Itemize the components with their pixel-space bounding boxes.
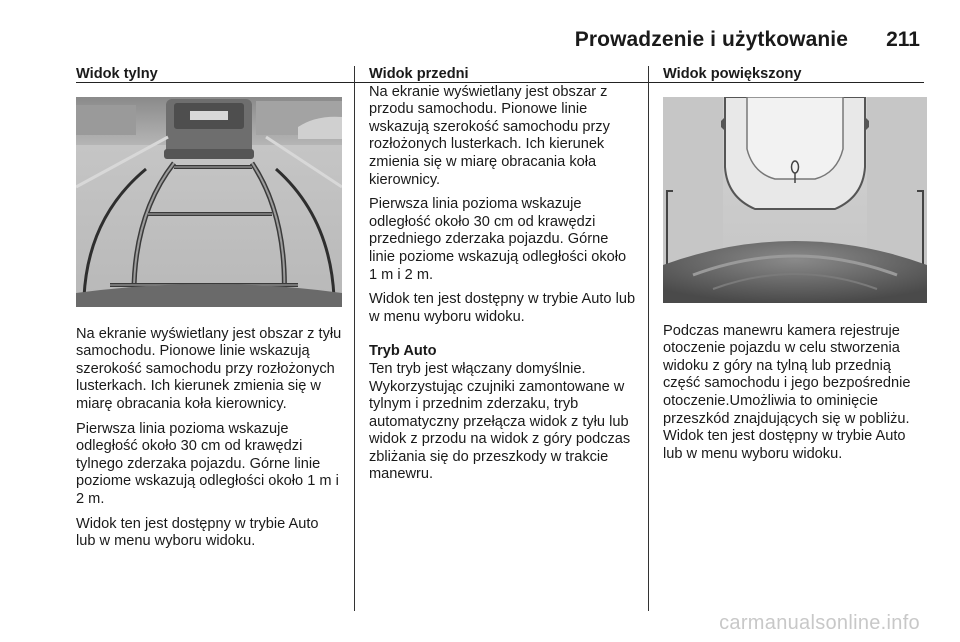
page-number: 211: [886, 28, 920, 51]
auto-mode-heading: Tryb Auto: [369, 343, 437, 360]
rear-view-paragraph-2: Pierwsza linia pozioma wskazuje odległość około 30 cm od krawędzi tylnego zderzaka pojazdu. Górne linie poziome wskazują odległości około 1 m i 2 m.: [76, 420, 339, 507]
column-front-view: [369, 66, 637, 491]
top-down-zoom-view-image: [663, 97, 927, 303]
zoom-view-paragraph-1: Podczas manewru kamera rejestruje otoczenie pojazdu w celu stworzenia widoku z góry na tylną lub przednią część samochodu i jego bezpośrednie otoczenie.Umożliwia to ominięcie przeszkód znajdujących się w pobliżu. Widok ten jest dostępny w trybie Auto lub w menu wyboru widoku.: [663, 322, 911, 462]
column-rear-view: [76, 66, 342, 558]
front-view-paragraph-1: Na ekranie wyświetlany jest obszar z przodu samochodu. Pionowe linie wskazują szerokość samochodu przy rozłożonych lusterkach. Ich kierunek zmienia się w miarę obracania koła kierownicy.: [369, 83, 610, 188]
page-title: Prowadzenie i użytkowanie: [574, 28, 848, 51]
rear-view-heading: Widok tylny: [76, 66, 158, 82]
zoom-view-heading: Widok powiększony: [663, 66, 802, 82]
watermark: carmanualsonline.info: [719, 612, 920, 634]
column-zoom-view: [663, 66, 927, 470]
column-divider-1: [354, 66, 355, 611]
front-view-paragraph-3: Widok ten jest dostępny w trybie Auto lub w menu wyboru widoku.: [369, 291, 636, 325]
front-view-heading: Widok przedni: [369, 66, 469, 82]
page-header: [0, 28, 960, 58]
rear-view-paragraph-1: Na ekranie wyświetlany jest obszar z tyłu samochodu. Pionowe linie wskazują szerokość samochodu przy rozłożonych lusterkach. Ich kierunek zmienia się w miarę obracania koła kierownicy.: [76, 325, 342, 412]
front-view-paragraph-2: Pierwsza linia pozioma wskazuje odległość około 30 cm od krawędzi przedniego zderzaka pojazdu. Górne linie poziome wskazują odległości około 1 m i 2 m.: [369, 196, 627, 283]
auto-mode-paragraph-1: Ten tryb jest włączany domyślnie. Wykorzystując czujniki zamontowane w tylnym i przednim zderzaku, tryb automatyczny przełącza widok z tyłu lub widok z przodu na widok z góry podczas zbliżania się do przeszkody w trakcie manewru.: [369, 360, 631, 483]
rear-view-paragraph-3: Widok ten jest dostępny w trybie Auto lub w menu wyboru widoku.: [76, 515, 319, 550]
rear-camera-view-image: [76, 97, 342, 307]
column-divider-2: [648, 66, 649, 611]
